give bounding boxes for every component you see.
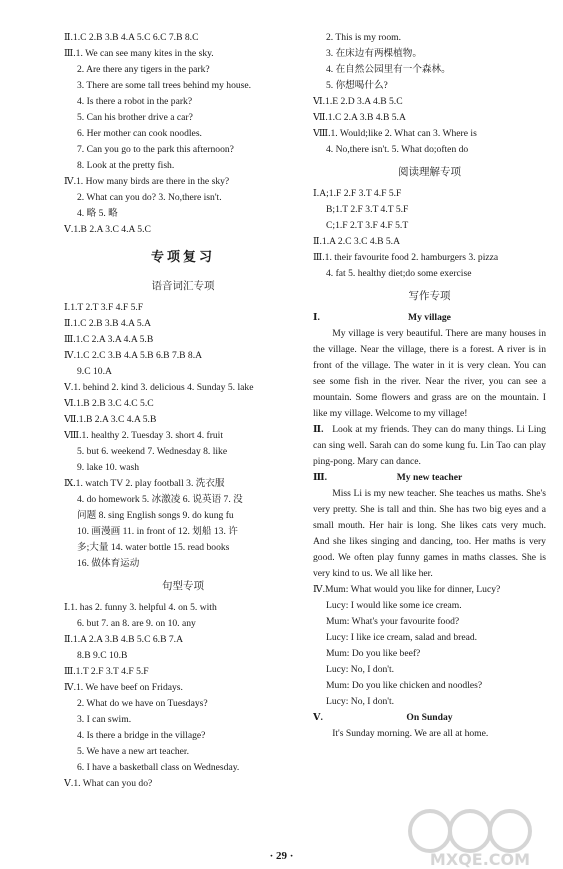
answer-line: 5. We have a new art teacher. [77, 746, 189, 757]
writing-q2 [313, 422, 546, 470]
paragraph-line: many houses in the village. Near the village, [313, 328, 546, 355]
answer-line: 多;大量 14. water bottle 15. read books [77, 542, 230, 553]
paragraph [313, 422, 546, 470]
essay5-body [313, 726, 546, 742]
answer-line: Ⅲ.1.C 2.A 3.A 4.A 5.B [64, 334, 154, 345]
paragraph-line: very good. We often play funny games in maths [313, 536, 546, 563]
paragraph-line: Mary can dance. [357, 456, 421, 467]
essay5-title: On Sunday [406, 712, 453, 723]
continued-answers [313, 30, 546, 158]
paragraph-line: can see a mountain. Some flowers and grass are [313, 376, 546, 403]
answer-line: Lucy: I would like some ice cream. [326, 600, 462, 611]
answer-line: 2. This is my room. [326, 32, 401, 43]
answer-line: 4. No,there isn't. 5. What do;often do [326, 144, 469, 155]
answer-line: Ⅱ.1.A 2.C 3.C 4.B 5.A [313, 236, 401, 247]
q2-label: Ⅱ. [313, 424, 324, 435]
answer-line: Lucy: I like ice cream, salad and bread. [326, 632, 478, 643]
answer-line: Ⅸ.1. watch TV 2. play football 3. 洗衣服 [64, 478, 225, 489]
sentence-answers [64, 600, 302, 792]
answer-line: Ⅷ.1. Would;like 2. What can 3. Where is [313, 128, 477, 139]
answer-line: Ⅵ.1.B 2.B 3.C 4.C 5.C [64, 398, 154, 409]
paragraph-line: She has two big eyes and a small mouth. Her [313, 504, 546, 531]
vocab-answers [64, 300, 302, 572]
essay1-title: My village [408, 312, 451, 323]
answer-line: Ⅰ.1. has 2. funny 3. helpful 4. on 5. with [64, 602, 217, 613]
page-number: · 29 · [269, 850, 294, 862]
paragraph-line: village. The water in it is very clean. You can [362, 360, 546, 371]
answer-line: C;1.F 2.T 3.F 4.F 5.T [326, 220, 409, 231]
paragraph-line: some kung fu. Lin Tao can play ping-pong. [313, 440, 546, 467]
answer-line: 2. Are there any tigers in the park? [77, 64, 210, 75]
answer-line: Ⅳ.1. How many birds are there in the sky? [64, 176, 230, 187]
answer-line: 8.B 9.C 10.B [77, 650, 128, 661]
answer-line: 问题 8. sing English songs 9. do kung fu [77, 510, 234, 521]
previous-answers [64, 30, 302, 238]
answer-line: Lucy: No, I don't. [326, 664, 395, 675]
writing-q1 [313, 310, 546, 422]
answer-line: Ⅵ.1.E 2.D 3.A 4.B 5.C [313, 96, 403, 107]
answer-line: 4. 在自然公园里有一个森林。 [326, 64, 451, 75]
answer-line: Ⅴ.1.B 2.A 3.C 4.A 5.C [64, 224, 151, 235]
answer-line: 8. Look at the pretty fish. [77, 160, 175, 171]
q1-label: Ⅰ. [313, 312, 320, 323]
answer-line: B;1.T 2.F 3.T 4.T 5.F [326, 204, 409, 215]
answer-line: 10. 画漫画 11. in front of 12. 划船 13. 许 [77, 526, 238, 537]
reading-section-title: 阅读理解专项 [398, 166, 461, 178]
paragraph-line: Miss Li is my new teacher. She teaches us [332, 488, 496, 499]
answer-line: Mum: Do you like chicken and noodles? [326, 680, 483, 691]
paragraph-line: likes singing and dancing, too. Her maths is [349, 536, 526, 547]
answer-line: Mum: Do you like beef? [326, 648, 421, 659]
essay3-body [313, 486, 546, 582]
answer-line: 4. Is there a robot in the park? [77, 96, 193, 107]
paragraph-line: hair is long. She likes cats very much. And she [313, 520, 546, 547]
paragraph-line: My village is very beautiful. There are [332, 328, 483, 339]
answer-line: 6. Her mother can cook noodles. [77, 128, 202, 139]
writing-q3 [313, 470, 546, 582]
answer-line: 5. 你想喝什么? [326, 80, 388, 91]
answer-line: Ⅷ.1. healthy 2. Tuesday 3. short 4. fruit [64, 430, 224, 441]
reading-answers [313, 186, 546, 282]
answer-line: Ⅴ.1. behind 2. kind 3. delicious 4. Sunday 5. lake [64, 382, 254, 393]
section-title: 专项复习 [150, 250, 215, 265]
answer-line: 7. Can you go to the park this afternoon? [77, 144, 234, 155]
essay5-first-line: It's Sunday morning. We are all at home. [332, 728, 489, 739]
answer-line: 16. 做体育运动 [77, 558, 140, 569]
paragraph-line: Look at my friends. They can do many [332, 424, 485, 435]
answer-line: 5. but 6. weekend 7. Wednesday 8. like [77, 446, 228, 457]
answer-line: Ⅱ.1.A 2.A 3.B 4.B 5.C 6.B 7.A [64, 634, 183, 645]
answer-line: Ⅰ.A;1.F 2.F 3.T 4.F 5.F [313, 188, 402, 199]
paragraph-line: classes. She is very kind to us. We all like her. [313, 552, 546, 579]
answer-line: 3. There are some tall trees behind my house. [77, 80, 252, 91]
answer-line: Ⅳ.1.C 2.C 3.B 4.A 5.B 6.B 7.B 8.A [64, 350, 203, 361]
answer-line: Ⅳ.Mum: What would you like for dinner, Lucy? [313, 584, 501, 595]
paragraph [313, 326, 546, 422]
answer-line: Ⅲ.1. their favourite food 2. hamburgers 3. pizza [313, 252, 499, 263]
answer-line: Lucy: No, I don't. [326, 696, 395, 707]
answer-line: Ⅴ.1. What can you do? [64, 778, 153, 789]
paragraph [313, 486, 546, 582]
answer-line: Ⅱ.1.C 2.B 3.B 4.A 5.A [64, 318, 152, 329]
paragraph-line: things. Li Ling can sing well. Sarah can do [313, 424, 546, 451]
q5-label: Ⅴ. [313, 712, 323, 723]
answer-line: Ⅲ.1. We can see many kites in the sky. [64, 48, 214, 59]
q2-body [313, 422, 546, 470]
answer-line: 9.C 10.A [77, 366, 112, 377]
answer-line: 9. lake 10. wash [77, 462, 140, 473]
answer-line: 4. do homework 5. 冰激凌 6. 说英语 7. 没 [77, 494, 243, 505]
answer-line: 6. I have a basketball class on Wednesday. [77, 762, 240, 773]
answer-line: 2. What do we have on Tuesdays? [77, 698, 208, 709]
paragraph-line: maths. She's very pretty. She is tall and thin. [313, 488, 546, 515]
answer-line: Ⅰ.1.T 2.T 3.F 4.F 5.F [64, 302, 144, 313]
paragraph-line: see some fish in the river. Near the river, you [313, 376, 504, 387]
paragraph-line: on the mountain. I like my village. Welcome to [313, 392, 546, 419]
answer-line: Mum: What's your favourite food? [326, 616, 460, 627]
answer-line: Ⅲ.1.T 2.F 3.T 4.F 5.F [64, 666, 149, 677]
q3-label: Ⅲ. [313, 472, 328, 483]
paragraph-line: there is a forest. A river is in front of the [313, 344, 546, 371]
answer-line: 4. Is there a bridge in the village? [77, 730, 206, 741]
writing-q4-dialogue [313, 582, 546, 710]
answer-line: 6. but 7. an 8. are 9. on 10. any [77, 618, 196, 629]
answer-line: 3. 在床边有两棵植物。 [326, 48, 422, 59]
answer-line: 4. 略 5. 略 [77, 208, 118, 219]
answer-line: Ⅶ.1.B 2.A 3.C 4.A 5.B [64, 414, 157, 425]
answer-line: 4. fat 5. healthy diet;do some exercise [326, 268, 472, 279]
writing-q5 [313, 710, 546, 742]
left-column [64, 30, 302, 792]
watermark-logo-icon [400, 805, 560, 869]
vocab-section-title: 语音词汇专项 [151, 280, 215, 292]
essay3-title: My new teacher [396, 472, 463, 483]
watermark-text: MXQE.COM [429, 850, 531, 869]
right-column [313, 30, 546, 742]
answer-line: 2. What can you do? 3. No,there isn't. [77, 192, 222, 203]
paragraph-line: my village! [423, 408, 468, 419]
answer-line: Ⅶ.1.C 2.A 3.B 4.B 5.A [313, 112, 406, 123]
writing-section-title: 写作专项 [408, 290, 451, 302]
answer-line: Ⅱ.1.C 2.B 3.B 4.A 5.C 6.C 7.B 8.C [64, 32, 199, 43]
sentence-section-title: 句型专项 [162, 580, 204, 592]
answer-line: 5. Can his brother drive a car? [77, 112, 193, 123]
essay1-body [313, 326, 546, 422]
answer-line: Ⅳ.1. We have beef on Fridays. [64, 682, 183, 693]
answer-line: 3. I can swim. [77, 714, 132, 725]
